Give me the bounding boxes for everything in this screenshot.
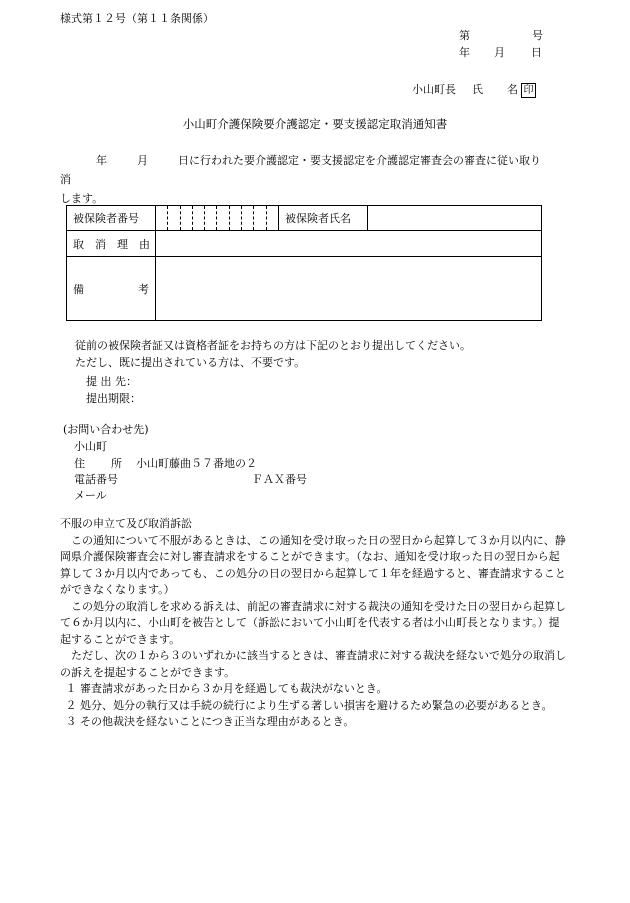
issuer-name-label-1: 氏 [472, 83, 483, 96]
number-prefix: 第 [459, 29, 470, 42]
remarks-label-1: 備 [73, 282, 84, 296]
appeal-paragraph-3: ただし、次の１から３のいずれかに該当するときは、審査請求に対する裁決を経ないで処分の取消しの訴えを提起することができます。 [60, 649, 566, 679]
appeal-section [60, 516, 570, 731]
phone-label: 電話番号 [74, 473, 118, 486]
intro-year: 年 [96, 154, 107, 167]
fax-label: ＦＡＸ番号 [252, 473, 307, 486]
submit-to-label: 提 出 先： [86, 375, 137, 388]
note-line-2: ただし、既に提出されている方は、不要です。 [75, 356, 306, 369]
appeal-paragraph-1: この通知について不服があるときは、この通知を受け取った日の翌日から起算して３か月以内に、静岡県介護保険審査会に対し審査請求をすることができます。（なお、通知を受け取った日の翌日から起算して３か月以内であっても、この処分の日の翌日から起算して１年を経過すると、審査請求することができなくなります。） [60, 533, 566, 596]
contact-phone [74, 474, 307, 485]
issuer-mayor: 小山町長 [412, 83, 456, 96]
remarks-field[interactable] [156, 257, 542, 321]
appeal-item-2: ２ 処分、処分の執行又は手続の続行により生ずる著しい損害を避けるため緊急の必要があるとき。 [65, 698, 553, 712]
contact-address [74, 458, 257, 469]
date-month: 月 [494, 46, 505, 59]
submit-deadline-label: 提出期限： [86, 392, 141, 405]
issuer [412, 83, 536, 98]
intro-paragraph [60, 151, 550, 208]
remarks-label [67, 257, 156, 321]
note-line-1: 従前の被保険者証又は資格者証をお持ちの方は下記のとおり提出してください。 [75, 339, 471, 352]
contact-mail: メール [74, 489, 107, 502]
cancel-reason-label: 取 消 理 由 [67, 231, 156, 257]
intro-text: 日に行われた要介護認定・要支援認定を介護認定審査会の審査に従い取り消 [60, 154, 541, 186]
date-year: 年 [459, 46, 470, 59]
cancel-reason-field[interactable] [156, 231, 542, 257]
form-id: 様式第１２号（第１１条関係） [60, 12, 214, 25]
address-label-2: 所 [111, 457, 122, 470]
insured-name-label: 被保険者氏名 [279, 206, 368, 231]
contact-heading: (お問い合わせ先) [63, 423, 149, 436]
document-number [459, 30, 543, 41]
insured-number-field[interactable] [156, 206, 279, 231]
insured-number-label: 被保険者番号 [67, 206, 156, 231]
contact-town: 小山町 [74, 440, 107, 453]
insured-name-field[interactable] [368, 206, 542, 231]
remarks-label-2: 考 [138, 282, 149, 296]
appeal-heading: 不服の申立て及び取消訴訟 [60, 517, 192, 530]
number-suffix: 号 [532, 29, 543, 42]
document-title: 小山町介護保険要介護認定・要支援認定取消通知書 [182, 117, 448, 131]
info-table [66, 205, 542, 321]
address-value: 小山町藤曲５７番地の２ [136, 457, 257, 470]
intro-month: 月 [137, 154, 148, 167]
seal-mark: 印 [521, 83, 536, 98]
issuer-name-label-2: 名 [507, 83, 518, 96]
appeal-item-3: ３ その他裁決を経ないことにつき正当な理由があるとき。 [65, 715, 355, 728]
document-date [459, 47, 542, 58]
appeal-item-1: １ 審査請求があった日から３か月を経過しても裁決がないとき。 [65, 682, 388, 695]
appeal-paragraph-2: この処分の取消しを求める訴えは、前記の審査請求に対する裁決の通知を受けた日の翌日から起算して６か月以内に、小山町を被告として（訴訟において小山町を代表する者は小山町長となります。）提起することができます。 [60, 599, 566, 646]
address-label-1: 住 [74, 457, 85, 470]
intro-text-2: します。 [60, 192, 104, 205]
date-day: 日 [531, 46, 542, 59]
